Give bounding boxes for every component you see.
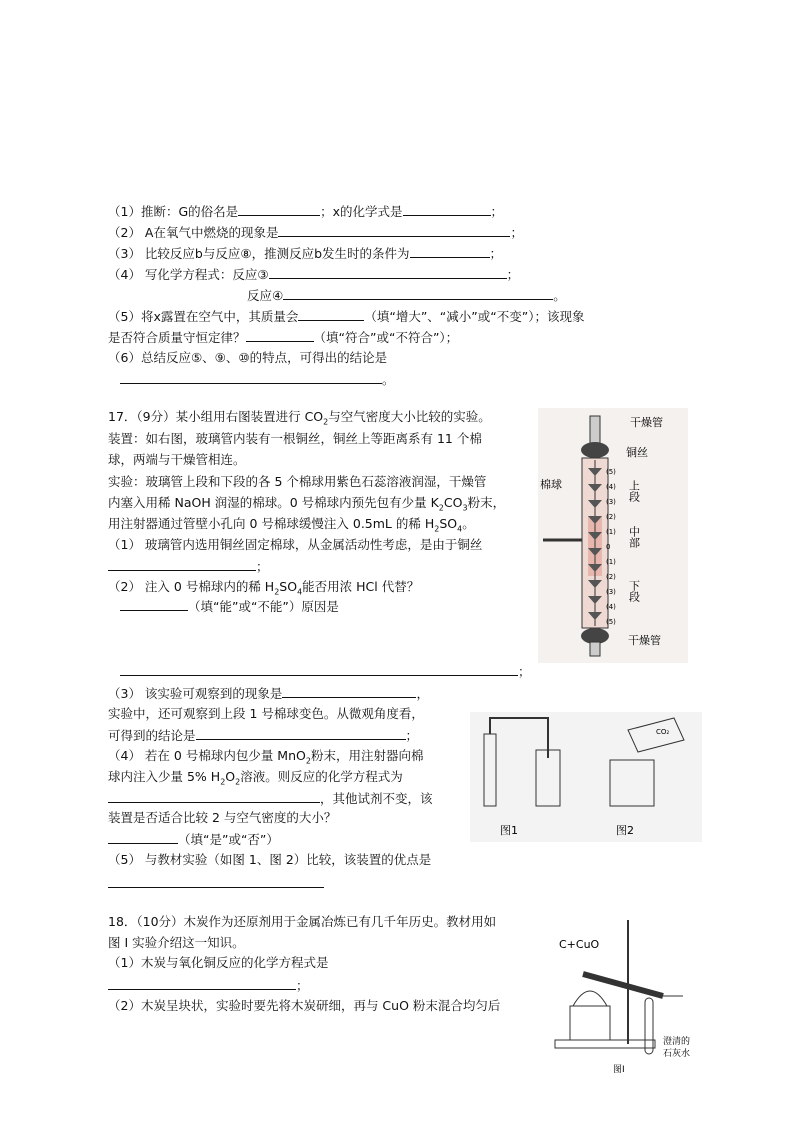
q17-line-2: 装置：如右图，玻璃管内装有一根铜丝，铜丝上等距离系有 11 个棉 — [108, 431, 482, 446]
q18-line-3: （1）木炭与氧化铜反应的化学方程式是 — [108, 955, 329, 970]
q18-line-1: 18．（10分）木炭作为还原剂用于金属冶炼已有几千年历史。教材用如 — [108, 914, 497, 929]
text: SO — [439, 516, 458, 531]
text: 17．（9分）某小组用右图装置进行 CO — [108, 409, 324, 424]
text: 与空气密度大小比较的实验。 — [328, 409, 491, 424]
text: （4） 写化学方程式：反应③ — [108, 267, 269, 282]
subscript: 2 — [323, 417, 329, 427]
answer-blank[interactable] — [410, 245, 490, 258]
q17-line-18: 装置是否适合比较 2 与空气密度的大小？ — [108, 810, 337, 825]
cotton-number: (2) — [606, 573, 616, 581]
answer-blank[interactable] — [283, 287, 553, 300]
label-drying-tube-bottom: 干燥管 — [628, 634, 661, 647]
text: （3） 该实验可观察到的现象是 — [108, 686, 283, 701]
text: ； — [518, 664, 531, 679]
text: ， — [416, 686, 429, 701]
q17-line-5 — [108, 495, 505, 517]
cotton-number: (4) — [606, 483, 616, 491]
text: （填“增大”、“减小”或“不变”）；该现象 — [364, 309, 585, 324]
answer-blank[interactable] — [269, 266, 507, 279]
text: 是否符合质量守恒定律？ — [108, 330, 246, 345]
text: ； — [489, 246, 503, 261]
text: ；x的化学式是 — [320, 204, 403, 219]
q17-line-8 — [108, 558, 269, 575]
cotton-number: (1) — [606, 528, 616, 536]
text: （6）总结反应⑤、⑨、⑩的特点，可得出的结论是 — [108, 350, 388, 365]
answer-blank[interactable] — [108, 831, 178, 844]
text: 粉末， — [467, 495, 506, 510]
text: 。 — [462, 516, 475, 531]
q17-line-1 — [108, 409, 491, 431]
q17-line-19 — [108, 831, 279, 848]
text: ； — [256, 559, 269, 574]
text: （填“是”或“否”） — [178, 832, 279, 847]
label-limewater-1: 澄清的 — [663, 1037, 691, 1047]
subscript: 2 — [305, 756, 311, 766]
q16-line-7 — [108, 329, 458, 346]
answer-blank[interactable] — [120, 663, 518, 676]
q16-line-6 — [108, 308, 584, 325]
subscript: 3 — [462, 503, 468, 513]
cotton-number: (3) — [606, 588, 616, 596]
cotton-number: (2) — [606, 513, 616, 521]
label-c-cuo: C+CuO — [559, 938, 600, 951]
label-upper: 上段 — [627, 480, 641, 502]
subscript: 2 — [235, 777, 241, 787]
q17-line-11 — [120, 663, 531, 680]
label-cotton: 棉球 — [540, 478, 562, 491]
answer-blank[interactable] — [120, 371, 382, 384]
answer-blank[interactable] — [282, 685, 416, 698]
text: （5）将x露置在空气中，其质量会 — [108, 309, 299, 324]
text: ； — [490, 204, 504, 219]
text: （2） A在氧气中燃烧的现象是 — [108, 225, 279, 240]
answer-blank[interactable] — [196, 727, 406, 740]
label-co2: CO₂ — [656, 728, 670, 736]
cotton-number: (1) — [606, 558, 616, 566]
text: 球内注入少量 5% H — [108, 769, 221, 784]
text: ； — [296, 978, 309, 993]
q17-line-17 — [108, 790, 433, 807]
subscript: 4 — [457, 524, 463, 534]
answer-blank[interactable] — [108, 875, 324, 888]
text: ； — [510, 225, 523, 240]
text: O — [225, 769, 236, 784]
text: ； — [506, 267, 520, 282]
q17-line-6 — [108, 516, 475, 538]
text: CO — [443, 495, 463, 510]
answer-blank[interactable] — [298, 308, 364, 321]
q17-line-10 — [120, 598, 339, 615]
q16-line-5 — [247, 287, 566, 304]
q17-line-3: 球，两端与干燥管相连。 — [108, 452, 246, 467]
text: 粉末，用注射器向棉 — [310, 748, 424, 763]
text: 。 — [553, 288, 566, 303]
q17-line-12 — [108, 685, 429, 702]
label-fig1: 图1 — [500, 824, 518, 837]
q17-line-21 — [108, 875, 324, 892]
label-middle: 中部 — [627, 526, 641, 548]
q17-line-13: 实验中，还可观察到上段 1 号棉球变色。从微观角度看， — [108, 706, 424, 721]
q17-line-14 — [108, 727, 418, 744]
cotton-number: (5) — [606, 468, 616, 476]
answer-blank[interactable] — [108, 977, 296, 990]
q17-line-7: （1） 玻璃管内选用铜丝固定棉球，从金属活动性考虑，是由于铜丝 — [108, 537, 483, 552]
q16-line-9 — [120, 371, 395, 388]
text: （填“能”或“不能”）原因是 — [188, 599, 339, 614]
subscript: 2 — [438, 503, 444, 513]
text: （2） 注入 0 号棉球内的稀 H — [108, 579, 275, 594]
answer-blank[interactable] — [278, 224, 510, 237]
answer-blank[interactable] — [108, 558, 256, 571]
label-limewater-2: 石灰水 — [663, 1049, 691, 1059]
co2-density-apparatus-figure — [538, 408, 688, 663]
text: （3） 比较反应b与反应⑧，推测反应b发生时的条件为 — [108, 246, 410, 261]
q16-line-3 — [108, 245, 502, 262]
text: （4） 若在 0 号棉球内包少量 MnO — [108, 748, 306, 763]
q18-line-4 — [108, 977, 309, 994]
text: 能否用浓 HCl 代替？ — [302, 579, 420, 594]
subscript: 4 — [297, 587, 303, 597]
q18-line-5: （2）木炭呈块状，实验时要先将木炭研细，再与 CuO 粉末混合均匀后 — [108, 998, 501, 1013]
answer-blank[interactable] — [108, 790, 320, 803]
label-fig2: 图2 — [616, 824, 634, 837]
cotton-number: 0 — [606, 543, 611, 551]
answer-blank[interactable] — [403, 203, 491, 216]
text: 反应④ — [247, 288, 284, 303]
label-copper-wire: 铜丝 — [626, 446, 648, 459]
q16-line-1 — [108, 203, 503, 220]
text: 可得到的结论是 — [108, 728, 196, 743]
textbook-figures-1-2 — [470, 712, 702, 842]
text: （1）推断：G的俗名是 — [108, 204, 239, 219]
q17-line-15 — [108, 748, 423, 770]
q16-line-4 — [108, 266, 519, 283]
text: ，其他试剂不变，该 — [320, 791, 433, 806]
cotton-number: (3) — [606, 498, 616, 506]
charcoal-reduction-figure — [545, 916, 695, 1078]
text: （填“符合”或“不符合”）； — [313, 330, 459, 345]
subscript: 2 — [220, 777, 226, 787]
answer-blank[interactable] — [246, 329, 314, 342]
label-drying-tube-top: 干燥管 — [630, 416, 663, 429]
subscript: 2 — [274, 587, 280, 597]
label-lower: 下段 — [627, 580, 641, 602]
text: 溶液。则反应的化学方程式为 — [240, 769, 403, 784]
text: 内塞入用稀 NaOH 润湿的棉球。0 号棉球内预先包有少量 K — [108, 495, 439, 510]
label-fig-i: 图I — [613, 1065, 625, 1075]
text: ； — [405, 728, 419, 743]
q17-line-4: 实验：玻璃管上段和下段的各 5 个棉球用紫色石蕊溶液润湿，干燥管 — [108, 474, 487, 489]
q17-line-20: （5） 与教材实验（如图 1、图 2）比较，该装置的优点是 — [108, 852, 432, 867]
q16-line-8 — [108, 350, 387, 366]
cotton-number: (4) — [606, 603, 616, 611]
q16-line-2 — [108, 224, 523, 241]
text: 。 — [382, 372, 395, 387]
text: 用注射器通过管壁小孔向 0 号棉球缓慢注入 0.5mL 的稀 H — [108, 516, 435, 531]
q17-line-16 — [108, 769, 403, 791]
text: SO — [279, 579, 298, 594]
q18-line-2: 图 I 实验介绍这一知识。 — [108, 935, 245, 950]
cotton-number: (5) — [606, 618, 616, 626]
subscript: 2 — [434, 524, 440, 534]
answer-blank[interactable] — [120, 598, 188, 611]
answer-blank[interactable] — [238, 203, 320, 216]
